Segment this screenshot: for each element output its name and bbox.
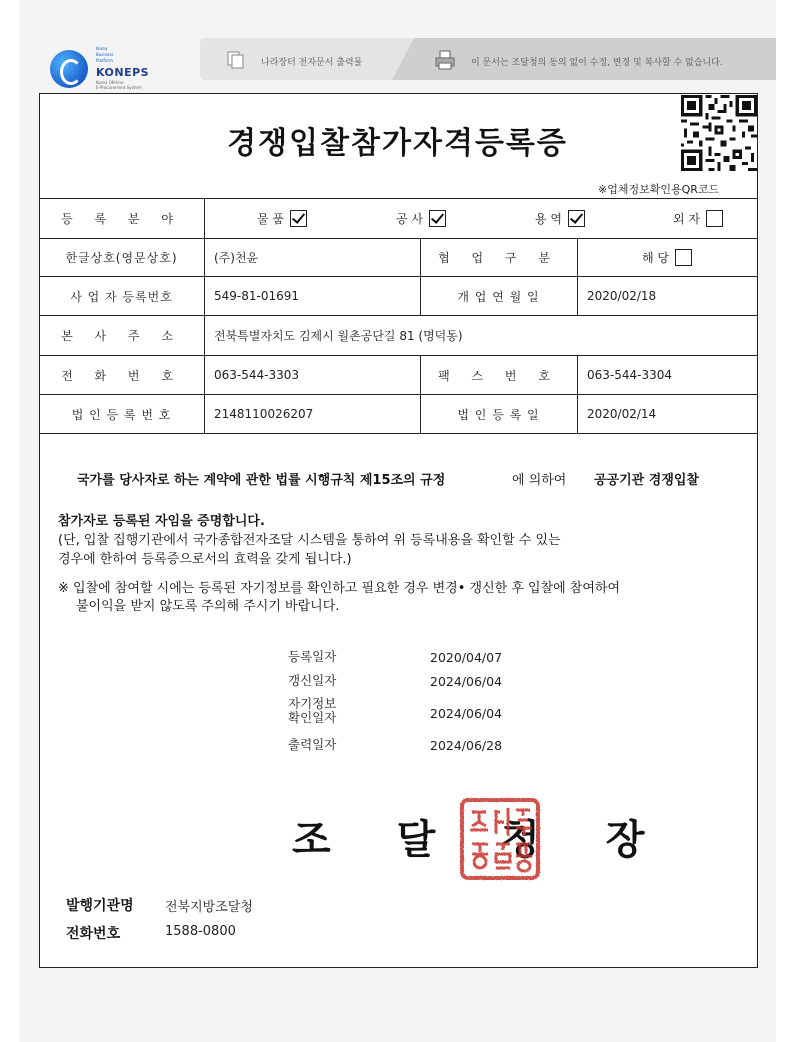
- table-row-reg-field: [39, 198, 758, 238]
- law-reference: 국가를 당사자로 하는 계약에 관한 법률 시행규칙 제15조의 규정: [77, 473, 446, 488]
- option-foreign-checkbox[interactable]: [706, 210, 723, 227]
- bid-type: 공공기관 경쟁입찰: [594, 473, 699, 488]
- option-foreign-label: 외 자: [673, 212, 700, 226]
- cooperation-label: 협 업 구 분: [438, 251, 559, 265]
- self-info-date-value: 2024/06/04: [430, 706, 503, 721]
- caution-note-1: ※ 입찰에 참여할 시에는 등록된 자기정보를 확인하고 필요한 경우 변경• 갱신한 후 입찰에 참여하여: [58, 581, 621, 596]
- qr-caption: ※업체정보확인용QR코드: [598, 183, 720, 196]
- table-row-contact: [39, 355, 758, 394]
- agency-value: 전북지방조달청: [165, 900, 253, 915]
- cooperation-option[interactable]: [642, 239, 692, 276]
- print-label: 나라장터 전자문서 출력물: [261, 58, 363, 68]
- printed-date-label: 출력일자: [288, 737, 337, 752]
- company-name-value: (주)천윤: [214, 251, 259, 265]
- agency-phone-value: 1588-0800: [165, 924, 236, 939]
- logo-sub-line-1: Korea ON-line: [96, 80, 124, 85]
- logo-name: KONEPS: [96, 66, 150, 79]
- registered-date-label: 등록일자: [288, 649, 337, 664]
- company-name-label: 한글상호(영문상호): [65, 251, 178, 265]
- qr-code[interactable]: [681, 95, 757, 171]
- self-info-date-label-2: 확인일자: [288, 710, 337, 725]
- business-no-label: 사 업 자 등록번호: [70, 289, 173, 304]
- corp-no-label: 법 인 등 록 번 호: [71, 407, 172, 422]
- option-service[interactable]: [535, 199, 585, 238]
- option-foreign[interactable]: [673, 199, 723, 238]
- table-row-company: [39, 238, 758, 276]
- koneps-logo: [50, 44, 160, 94]
- option-goods-label: 물 품: [257, 212, 284, 226]
- validity-note-1: (단, 입찰 집행기관에서 국가종합전자조달 시스템을 통하여 위 등록내용을 확인할 수 있는: [58, 533, 561, 548]
- agency-phone-label: 전화번호: [66, 926, 121, 942]
- certification-statement: 참가자로 등록된 자임을 증명합니다.: [58, 514, 265, 529]
- official-seal: [458, 796, 542, 882]
- option-construction-label: 공 사: [396, 212, 423, 226]
- renewed-date-label: 갱신일자: [288, 673, 337, 688]
- registered-date-value: 2020/04/07: [430, 650, 503, 665]
- phone-label: 전 화 번 호: [61, 368, 182, 383]
- logo-sub-line-2: E-Procurement System: [96, 85, 142, 90]
- cooperation-checkbox[interactable]: [675, 249, 692, 266]
- corp-no-value: 2148110026207: [214, 407, 314, 421]
- logo-small-line-3: Platform: [96, 58, 113, 63]
- table-row-corp: [39, 394, 758, 434]
- issuer-name: 조 달 청 장: [292, 817, 671, 863]
- seal-text: 조달청장인: [458, 796, 463, 797]
- reg-field-label: 등 록 분 야: [61, 212, 182, 226]
- printed-date-value: 2024/06/28: [430, 738, 503, 753]
- option-service-label: 용 역: [535, 212, 562, 226]
- logo-small-line-1: Korea: [96, 46, 108, 51]
- address-label: 본 사 주 소: [61, 329, 182, 343]
- koneps-logo-icon: [50, 50, 88, 88]
- option-goods[interactable]: [257, 199, 307, 238]
- document-copy-icon: [225, 49, 247, 71]
- address-value: 전북특별자치도 김제시 월촌공단길 81 (명덕동): [214, 329, 463, 343]
- business-no-value: 549-81-01691: [214, 289, 300, 303]
- logo-small-line-2: Business: [96, 52, 114, 57]
- option-service-checkbox[interactable]: [568, 210, 585, 227]
- option-construction[interactable]: [396, 199, 446, 238]
- copy-notice: 이 문서는 조달청의 동의 없이 수정, 변경 및 복사할 수 없습니다.: [471, 58, 723, 68]
- table-row-business: [39, 276, 758, 315]
- cooperation-option-label: 해 당: [642, 251, 669, 265]
- corp-date-label: 법 인 등 록 일: [457, 407, 540, 422]
- renewed-date-value: 2024/06/04: [430, 674, 503, 689]
- law-conjunction: 에 의하여: [512, 473, 567, 488]
- caution-note-2: 불이익을 받지 않도록 주의해 주시기 바랍니다.: [76, 599, 340, 614]
- open-date-value: 2020/02/18: [587, 289, 657, 303]
- fax-value: 063-544-3304: [587, 368, 673, 382]
- self-info-date-label-1: 자기정보: [288, 696, 337, 711]
- validity-note-2: 경우에 한하여 등록증으로서의 효력을 갖게 됩니다.): [58, 552, 352, 567]
- printer-icon: [434, 49, 456, 71]
- option-construction-checkbox[interactable]: [429, 210, 446, 227]
- option-goods-checkbox[interactable]: [290, 210, 307, 227]
- agency-label: 발행기관명: [66, 898, 134, 914]
- phone-value: 063-544-3303: [214, 368, 300, 382]
- document-title: 경쟁입찰참가자격등록증: [227, 126, 568, 161]
- corp-date-value: 2020/02/14: [587, 407, 657, 421]
- open-date-label: 개 업 연 월 일: [457, 289, 540, 304]
- table-row-address: [39, 315, 758, 355]
- fax-label: 팩 스 번 호: [438, 368, 559, 383]
